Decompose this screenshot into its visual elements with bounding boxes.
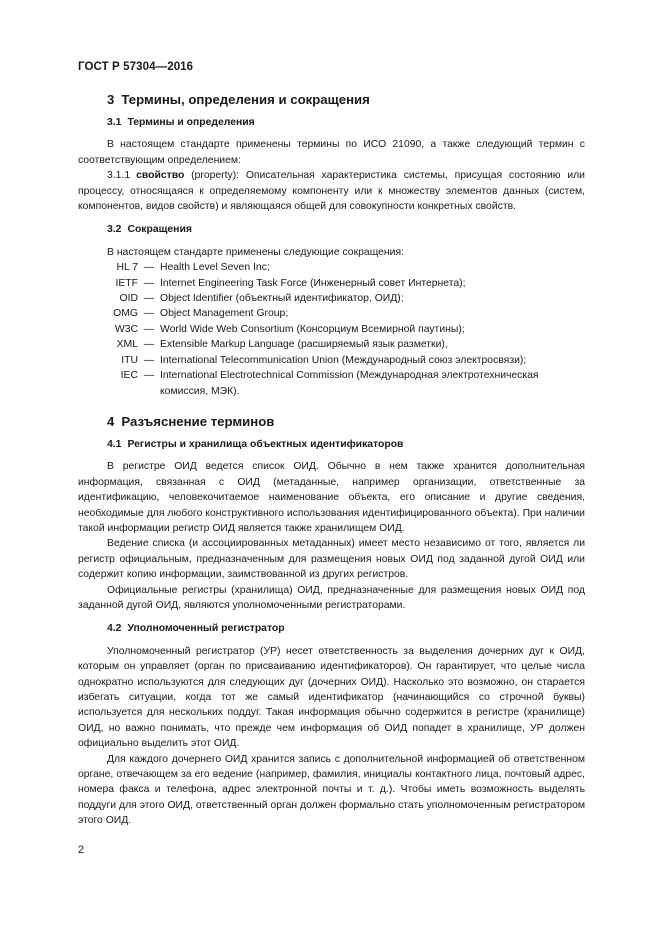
page-content [78,91,585,829]
page-number: 2 [78,844,85,856]
paragraph: Уполномоченный регистратор (УР) несет ответственность за выделения дочерних дуг к ОИД, которым он управляет (орган по присваиванию идентификаторов). Он гарантирует, что целые числа однократно используются для следующих дуг (дочерних ОИД). Насколько это возможно, он старается избегать ситуации, когда тот же самый идентификатор (начинающийся со строчной буквы) используется для нескольких поддуг. Такая информация обычно содержится в регистре (хранилище) ОИД, но важно понимать, что прежде чем информация об ОИД попадет в хранилище, УР должен официально выделить этот ОИД. [78,645,585,750]
paragraph: В регистре ОИД ведется список ОИД. Обычно в нем также хранится дополнительная информация, связанная с ОИД (метаданные, например организации, ответственные за идентификацию, человекочитаемое наименование объекта, его описание и другие сведения, необходимые для любого конструктивного использования идентифицированного объекта). При наличии такой информации регистр ОИД является также хранилищем ОИД. [78,461,585,534]
abbreviation-dash: — [143,339,155,351]
abbreviation-value: World Wide Web Consortium (Консорциум Всемирной паутины); [160,323,465,335]
abbreviation-item [78,260,585,275]
term-name: свойство [136,170,185,182]
abbreviations-list [78,260,585,399]
paragraph: Официальные регистры (хранилища) ОИД, предназначенные для размещения новых ОИД под заданной дугой ОИД, являются уполномоченными регистраторами. [78,584,585,611]
abbreviation-item [78,291,585,306]
abbreviation-value: International Electrotechnical Commission (Международная электротехническая комиссия, МЭК). [160,370,539,397]
abbreviation-key: IETF [115,277,138,289]
abbreviation-key: XML [116,339,138,351]
abbreviation-value: Object Identifier (объектный идентификатор, ОИД); [160,293,404,305]
abbreviation-value: Object Management Group; [160,308,289,320]
abbreviation-item [78,368,585,399]
abbreviation-dash: — [143,277,155,289]
subsection-3-2-heading [107,222,585,237]
term-number: 3.1.1 [107,170,131,182]
abbreviation-dash: — [143,354,155,366]
section-3-number: 3 [107,92,115,107]
section-4-heading [107,413,585,431]
subsection-3-2-number: 3.2 [107,224,122,236]
abbreviation-dash: — [143,262,155,274]
abbreviation-value: Internet Engineering Task Force (Инженерный совет Интернета); [160,277,466,289]
abbreviation-value: Health Level Seven Inc; [160,262,270,274]
abbreviation-dash: — [143,370,155,382]
subsection-4-1-heading [107,437,585,452]
abbreviation-dash: — [143,308,155,320]
paragraph: Ведение списка (и ассоциированных метаданных) имеет место независимо от того, является ли регистр официальным, предназначенным для размещения новых ОИД под заданной дугой ОИД или содержит копию информации, заимствованной из других регистров. [78,538,585,581]
abbreviation-key: IEC [120,370,138,382]
subsection-3-1-number: 3.1 [107,117,122,128]
subsection-3-1-heading [107,115,585,130]
abbreviation-dash: — [143,323,155,335]
subsection-4-1-title: Регистры и хранилища объектных идентификаторов [127,438,404,450]
abbreviation-key: HL 7 [116,262,138,274]
section-3-title: Термины, определения и сокращения [121,92,370,107]
section-3-heading [107,91,585,109]
abbreviation-key: W3C [114,323,138,335]
abbreviation-key: ITU [121,354,138,366]
abbreviation-value: Extensible Markup Language (расширяемый язык разметки), [160,339,448,351]
term-definition: (property): Описательная характеристика системы, присущая состоянию или процессу, относящаяся к определяемому компоненту или к множеству элементов данных (систем, компонентов, видов свойств) и являющаяся общей для совокупности конкретных свойств. [78,170,585,213]
subsection-4-2-title: Уполномоченный регистратор [127,623,285,635]
abbreviation-key: OID [119,293,138,305]
subsection-4-2-number: 4.2 [107,623,122,635]
subsection-3-2-title: Сокращения [127,224,192,236]
term-definition-paragraph [78,168,585,214]
subsection-3-1-title: Термины и определения [127,117,255,128]
abbreviation-item [78,306,585,321]
subsection-4-2-heading [107,621,585,636]
abbreviation-value: International Telecommunication Union (Международный союз электросвязи); [160,354,527,366]
paragraph: Для каждого дочернего ОИД хранится запись с дополнительной информацией об ответственном органе, отвечающем за его ведение (например, фамилия, инициалы контактного лица, почтовый адрес, номера факса и телефона, адрес электронной почты и т. д.). Чтобы иметь возможность выделять поддуги для этого ОИД, ответственный орган должен формально стать уполномоченным регистратором этого ОИД. [78,753,585,827]
subsection-4-1-number: 4.1 [107,438,122,450]
abbreviation-item [78,337,585,352]
abbreviations-intro-paragraph: В настоящем стандарте применены следующие сокращения: [107,246,404,258]
abbreviation-item [78,353,585,368]
abbreviation-key: OMG [113,308,138,320]
terms-intro-paragraph: В настоящем стандарте применены термины по ИСО 21090, а также следующий термин с соответствующим определением: [78,139,585,166]
section-4-title: Разъяснение терминов [121,413,275,429]
section-4-number: 4 [107,413,115,429]
abbreviation-dash: — [143,293,155,305]
document-id-header: ГОСТ Р 57304—2016 [78,61,194,73]
abbreviation-item [78,322,585,337]
abbreviation-item [78,276,585,291]
